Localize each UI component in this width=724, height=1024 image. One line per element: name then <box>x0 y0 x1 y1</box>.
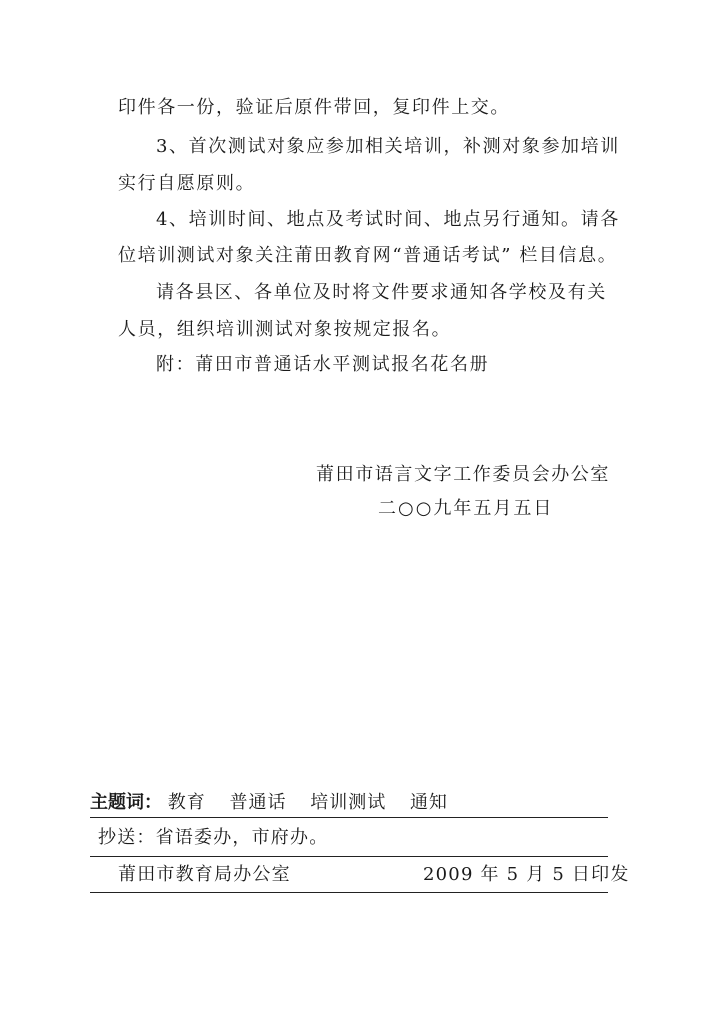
issuer: 莆田市教育局办公室 <box>118 864 291 885</box>
body-line-3: 实行自愿原则。 <box>118 173 256 194</box>
body-line-7: 人员，组织培训测试对象按规定报名。 <box>118 319 452 340</box>
issue-date: 2009 年 5 月 5 日印发 <box>423 864 630 885</box>
divider-line <box>90 817 608 818</box>
keyword: 通知 <box>409 792 448 813</box>
keyword: 教育 <box>167 792 206 813</box>
body-line-4: 4、培训时间、地点及考试时间、地点另行通知。请各 <box>156 209 620 230</box>
keyword: 普通话 <box>229 792 287 813</box>
keywords-line <box>90 791 466 815</box>
body-line-1: 印件各一份，验证后原件带回，复印件上交。 <box>118 97 510 118</box>
divider-line <box>90 856 608 857</box>
keywords-label: 主题词： <box>90 792 162 813</box>
body-line-2: 3、首次测试对象应参加相关培训，补测对象参加培训 <box>156 136 620 157</box>
signature-org: 莆田市语言文字工作委员会办公室 <box>316 464 610 485</box>
cc-line: 抄送：省语委办，市府办。 <box>98 827 329 848</box>
divider-line <box>90 892 608 893</box>
attachment-line: 附：莆田市普通话水平测试报名花名册 <box>156 354 490 375</box>
keyword: 培训测试 <box>310 792 387 813</box>
signature-date: 二○○九年五月五日 <box>378 498 554 519</box>
body-line-6: 请各县区、各单位及时将文件要求通知各学校及有关 <box>156 282 607 303</box>
body-line-5: 位培训测试对象关注莆田教育网“普通话考试” 栏目信息。 <box>118 245 618 266</box>
